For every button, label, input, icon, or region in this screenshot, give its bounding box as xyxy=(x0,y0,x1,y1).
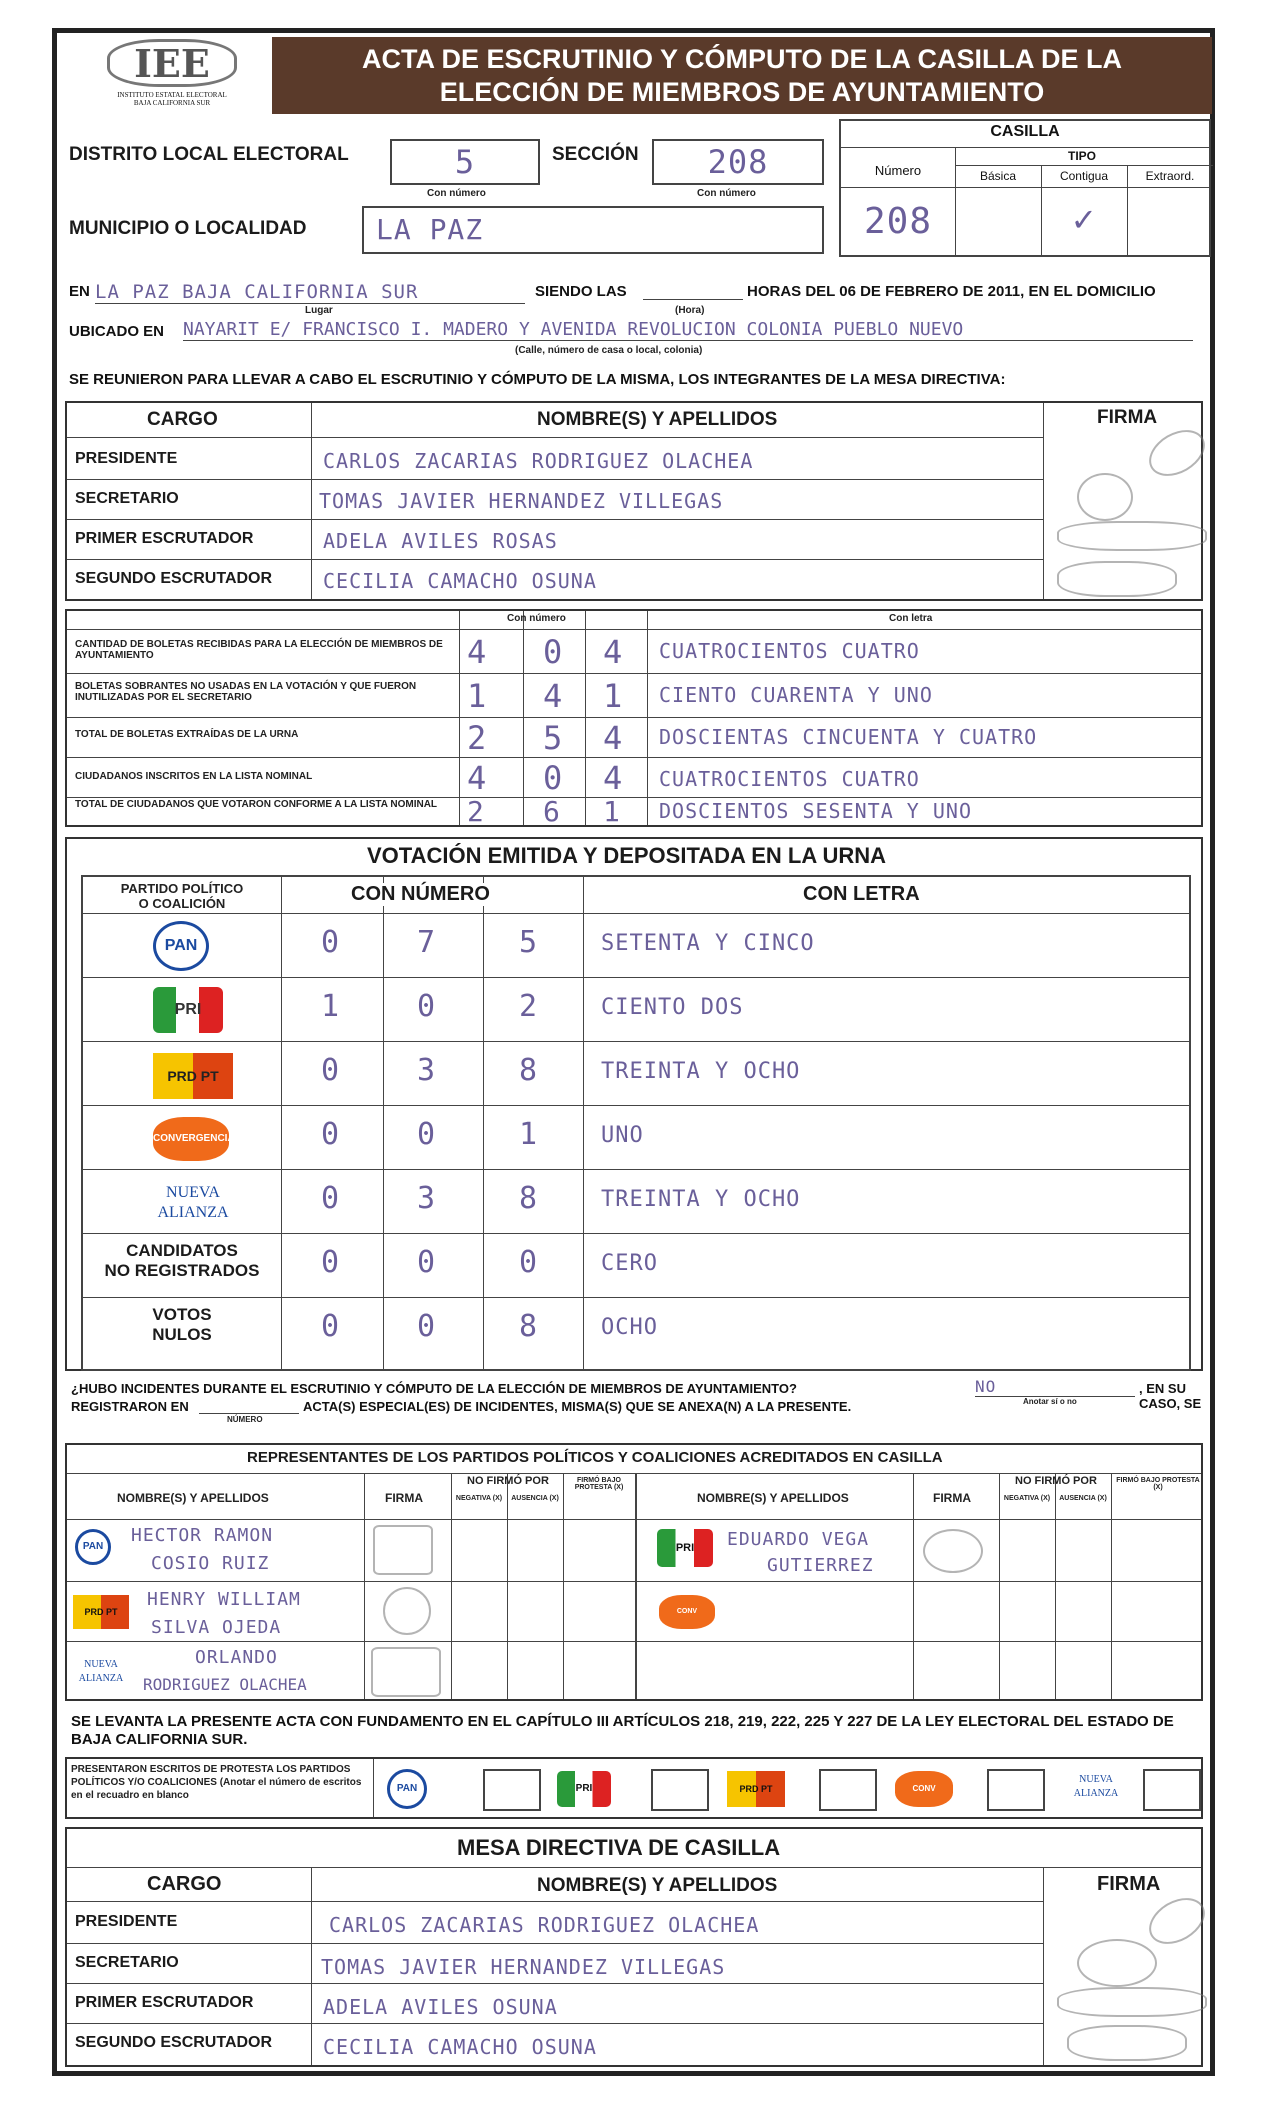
digit-units[interactable]: 4 xyxy=(603,633,624,671)
casilla-box xyxy=(839,119,1211,257)
firma-header-2: FIRMA xyxy=(1097,1873,1161,1895)
hora-sub: (Hora) xyxy=(675,305,705,316)
cargo-secretario: SECRETARIO xyxy=(75,490,179,507)
cargo-segundo-escrutador-2: SEGUNDO ESCRUTADOR xyxy=(75,2034,273,2051)
nombre-primer-escrutador-2[interactable]: ADELA AVILES OSUNA xyxy=(323,1995,558,2019)
con-letra-header: Con letra xyxy=(889,613,933,624)
boletas-row-2 xyxy=(67,717,1201,757)
rep-pri-icon: PRI xyxy=(657,1529,713,1567)
section-sub: Con número xyxy=(697,188,756,199)
votacion-letra[interactable]: OCHO xyxy=(601,1315,658,1340)
digit-tens[interactable]: 4 xyxy=(543,677,564,715)
votacion-table xyxy=(81,875,1191,1371)
nombre-presidente[interactable]: CARLOS ZACARIAS RODRIGUEZ OLACHEA xyxy=(323,449,754,473)
votacion-digit[interactable]: 0 xyxy=(417,1309,437,1344)
rep-left-3-name2[interactable]: RODRIGUEZ OLACHEA xyxy=(143,1675,307,1694)
votacion-row xyxy=(83,913,1189,977)
votacion-digit[interactable]: 1 xyxy=(321,989,341,1024)
boletas-table xyxy=(65,609,1203,827)
mesa-directiva-table-2 xyxy=(65,1827,1203,2067)
rep-left-3-name1[interactable]: ORLANDO xyxy=(195,1647,278,1668)
signature-secretario xyxy=(1077,473,1133,521)
rep-left-1-signature xyxy=(373,1525,433,1575)
representantes-section xyxy=(65,1443,1203,1701)
incidentes-line2: REGISTRARON EN xyxy=(71,1399,189,1414)
letra-value[interactable]: DOSCIENTOS SESENTA Y UNO xyxy=(659,799,972,823)
district-field[interactable] xyxy=(390,139,540,185)
letra-value[interactable]: CUATROCIENTOS CUATRO xyxy=(659,639,920,663)
votacion-digit[interactable]: 2 xyxy=(519,989,539,1024)
rep-right-1-name2[interactable]: GUTIERREZ xyxy=(767,1555,874,1576)
protesta-convergencia-box[interactable] xyxy=(987,1769,1045,1811)
incidentes-tail: , EN SU CASO, SE xyxy=(1139,1381,1202,1411)
digit-tens[interactable]: 5 xyxy=(543,719,564,757)
protesta-section xyxy=(65,1757,1203,1819)
casilla-numero: 208 xyxy=(863,201,933,242)
firma-header-right: FIRMA xyxy=(933,1491,971,1505)
rep-nueva-alianza-icon: NUEVA ALIANZA xyxy=(78,1659,124,1684)
votacion-digit[interactable]: 7 xyxy=(417,925,437,960)
nombre-secretario-2[interactable]: TOMAS JAVIER HERNANDEZ VILLEGAS xyxy=(321,1955,726,1979)
digit-units[interactable]: 1 xyxy=(603,795,621,828)
ausencia-left: AUSENCIA (X) xyxy=(511,1495,559,1502)
rep-left-2-signature xyxy=(383,1587,431,1635)
letra-value[interactable]: CUATROCIENTOS CUATRO xyxy=(659,767,920,791)
cargo-secretario-2: SECRETARIO xyxy=(75,1954,179,1971)
nombre-header-right: NOMBRE(S) Y APELLIDOS xyxy=(697,1491,849,1505)
signature-secretario-2 xyxy=(1077,1939,1157,1987)
district-value: 5 xyxy=(454,143,476,181)
row-label: BOLETAS SOBRANTES NO USADAS EN LA VOTACIÓN Y QUE FUERON INUTILIZADAS POR EL SECRETARIO xyxy=(75,681,417,703)
votacion-digit[interactable]: 0 xyxy=(321,1309,341,1344)
section-value: 208 xyxy=(707,143,769,181)
protesta-pri-icon: PRI xyxy=(557,1771,611,1807)
contigua-label: Contigua xyxy=(1059,169,1109,183)
district-sub: Con número xyxy=(427,188,486,199)
negativa-left: NEGATIVA (X) xyxy=(455,1495,503,1502)
votacion-letra[interactable]: CERO xyxy=(601,1251,658,1276)
signature-primer-escrutador xyxy=(1057,521,1207,551)
votacion-digit[interactable]: 0 xyxy=(417,1117,437,1152)
signature-segundo-escrutador-2 xyxy=(1067,2025,1187,2061)
incidentes-question: ¿HUBO INCIDENTES DURANTE EL ESCRUTINIO Y CÓMPUTO DE LA ELECCIÓN DE MIEMBROS DE AYUNTAMIENTO? xyxy=(71,1381,797,1396)
acta-form xyxy=(52,28,1215,2076)
convergencia-logo-icon: CONVERGENCIA xyxy=(153,1117,229,1161)
en-label: EN xyxy=(69,283,90,300)
municipality-value: LA PAZ xyxy=(376,213,484,246)
votacion-letra[interactable]: UNO xyxy=(601,1123,644,1148)
district-label: DISTRITO LOCAL ELECTORAL xyxy=(69,144,349,165)
numero-sub: NÚMERO xyxy=(227,1415,263,1424)
nombre-primer-escrutador[interactable]: ADELA AVILES ROSAS xyxy=(323,529,558,553)
cargo-presidente-2: PRESIDENTE xyxy=(75,1913,178,1930)
con-numero-header: Con número xyxy=(507,613,566,624)
incidentes-answer[interactable]: NO xyxy=(975,1377,1135,1397)
digit-units[interactable]: 4 xyxy=(603,719,624,757)
row-label: CANTIDAD DE BOLETAS RECIBIDAS PARA LA ELECCIÓN DE MIEMBROS DE AYUNTAMIENTO xyxy=(75,639,443,661)
title-banner xyxy=(272,37,1212,114)
con-letra-header: CON LETRA xyxy=(803,883,920,905)
nombre-header: NOMBRE(S) Y APELLIDOS xyxy=(537,409,778,430)
signature-presidente-2 xyxy=(1141,1889,1213,1954)
protesta-prd-pt-box[interactable] xyxy=(819,1769,877,1811)
protesta-pan-box[interactable] xyxy=(483,1769,541,1811)
protesta-pan-icon: PAN xyxy=(387,1769,427,1809)
representantes-title: REPRESENTANTES DE LOS PARTIDOS POLÍTICOS Y COALICIONES ACREDITADOS EN CASILLA xyxy=(247,1449,943,1466)
address-value: NAYARIT E/ FRANCISCO I. MADERO Y AVENIDA REVOLUCION COLONIA PUEBLO NUEVO xyxy=(183,319,1193,341)
pri-logo-icon: PRI xyxy=(153,987,223,1033)
rep-pan-icon: PAN xyxy=(75,1529,111,1565)
digit-tens[interactable]: 0 xyxy=(543,633,564,671)
boletas-row-1 xyxy=(67,673,1201,717)
cargo-presidente: PRESIDENTE xyxy=(75,450,178,467)
boletas-row-3 xyxy=(67,757,1201,797)
votacion-letra[interactable]: CIENTO DOS xyxy=(601,995,744,1020)
boletas-row-4 xyxy=(67,797,1201,827)
hora-field[interactable] xyxy=(643,299,743,300)
numero-label: Número xyxy=(874,163,922,178)
votacion-letra[interactable]: TREINTA Y OCHO xyxy=(601,1059,801,1084)
votacion-digit[interactable]: 0 xyxy=(321,1181,341,1216)
votacion-row xyxy=(83,1105,1189,1169)
ausencia-right: AUSENCIA (X) xyxy=(1059,1495,1107,1502)
votacion-title: VOTACIÓN EMITIDA Y DEPOSITADA EN LA URNA xyxy=(367,843,887,868)
municipality-label: MUNICIPIO O LOCALIDAD xyxy=(69,218,307,239)
votacion-digit[interactable]: 3 xyxy=(417,1181,437,1216)
cargo-primer-escrutador: PRIMER ESCRUTADOR xyxy=(75,530,254,547)
incidentes-section xyxy=(65,1379,1205,1435)
casilla-title: CASILLA xyxy=(990,123,1060,140)
votacion-digit[interactable]: 1 xyxy=(519,1117,539,1152)
nombre-segundo-escrutador[interactable]: CECILIA CAMACHO OSUNA xyxy=(323,569,597,593)
incidentes-numero-field[interactable] xyxy=(199,1413,299,1414)
digit-units[interactable]: 4 xyxy=(603,759,624,797)
digit-hundreds[interactable]: 4 xyxy=(467,633,488,671)
signature-presidente xyxy=(1141,421,1213,486)
incidentes-line2b: ACTA(S) ESPECIAL(ES) DE INCIDENTES, MISMA(S) QUE SE ANEXA(N) A LA PRESENTE. xyxy=(303,1399,852,1414)
title-line-2: ELECCIÓN DE MIEMBROS DE AYUNTAMIENTO xyxy=(439,77,1045,107)
pan-logo-icon: PAN xyxy=(153,921,209,971)
cargo-primer-escrutador-2: PRIMER ESCRUTADOR xyxy=(75,1994,254,2011)
nombre-header-2: NOMBRE(S) Y APELLIDOS xyxy=(537,1875,778,1896)
votacion-digit[interactable]: 0 xyxy=(321,925,341,960)
nombre-presidente-2[interactable]: CARLOS ZACARIAS RODRIGUEZ OLACHEA xyxy=(329,1913,760,1937)
votacion-digit[interactable]: 0 xyxy=(321,1053,341,1088)
rep-left-1-name2[interactable]: COSIO RUIZ xyxy=(151,1553,270,1574)
contigua-check-icon[interactable]: ✓ xyxy=(1072,199,1096,240)
rep-prd-pt-icon: PRD PT xyxy=(73,1595,129,1629)
votacion-section xyxy=(65,837,1203,1371)
digit-units[interactable]: 1 xyxy=(603,677,624,715)
digit-tens[interactable]: 0 xyxy=(543,759,564,797)
nombre-header-left: NOMBRE(S) Y APELLIDOS xyxy=(117,1491,269,1505)
nueva-alianza-logo-icon: NUEVA ALIANZA xyxy=(157,1184,229,1221)
votacion-digit[interactable]: 5 xyxy=(519,925,539,960)
iee-logo xyxy=(107,39,237,119)
votos-nulos-label: VOTOS NULOS xyxy=(152,1305,212,1344)
rep-left-1-name1[interactable]: HECTOR RAMON xyxy=(131,1525,274,1546)
org-name: INSTITUTO ESTATAL ELECTORAL BAJA CALIFORNIA SUR xyxy=(117,91,227,107)
votacion-digit[interactable]: 0 xyxy=(519,1245,539,1280)
signature-primer-escrutador-2 xyxy=(1057,1987,1207,2017)
votacion-digit[interactable]: 8 xyxy=(519,1181,539,1216)
rep-right-1-name1[interactable]: EDUARDO VEGA xyxy=(727,1529,870,1550)
protesta-pri-box[interactable] xyxy=(651,1769,709,1811)
digit-hundreds[interactable]: 4 xyxy=(467,759,488,797)
row-label: CIUDADANOS INSCRITOS EN LA LISTA NOMINAL xyxy=(75,771,313,782)
place-value: LA PAZ BAJA CALIFORNIA SUR xyxy=(95,281,525,304)
no-registrados-label: CANDIDATOS NO REGISTRADOS xyxy=(104,1241,260,1280)
reunion-text: SE REUNIERON PARA LLEVAR A CABO EL ESCRUTINIO Y CÓMPUTO DE LA MISMA, LOS INTEGRANTES DE LA MESA DIRECTIVA: xyxy=(69,371,1006,388)
protesta-left: FIRMÓ BAJO PROTESTA (X) xyxy=(574,1477,624,1491)
row-label: TOTAL DE CIUDADANOS QUE VOTARON CONFORME A LA LISTA NOMINAL xyxy=(75,799,438,810)
nombre-secretario[interactable]: TOMAS JAVIER HERNANDEZ VILLEGAS xyxy=(319,489,724,513)
siendo-label: SIENDO LAS xyxy=(535,283,627,300)
digit-hundreds[interactable]: 2 xyxy=(467,719,488,757)
logo-text: IEE xyxy=(107,39,237,87)
lugar-sub: Lugar xyxy=(305,305,333,316)
votacion-row xyxy=(83,1169,1189,1233)
ubicado-label: UBICADO EN xyxy=(69,323,165,340)
protesta-right: FIRMÓ BAJO PROTESTA (X) xyxy=(1116,1477,1200,1491)
cargo-header-2: CARGO xyxy=(147,1873,222,1895)
location-section xyxy=(65,265,1205,393)
address-sub: (Calle, número de casa o local, colonia) xyxy=(515,345,703,356)
negativa-right: NEGATIVA (X) xyxy=(1003,1495,1051,1502)
partido-header: PARTIDO POLÍTICO O COALICIÓN xyxy=(120,881,244,911)
digit-hundreds[interactable]: 1 xyxy=(467,677,488,715)
letra-value[interactable]: CIENTO CUARENTA Y UNO xyxy=(659,683,933,707)
rep-left-3-signature xyxy=(371,1647,441,1697)
rep-left-2-name2[interactable]: SILVA OJEDA xyxy=(151,1617,282,1638)
mesa-directiva-table-1 xyxy=(65,401,1203,601)
no-firmo-left: NO FIRMÓ POR xyxy=(467,1475,549,1487)
signature-segundo-escrutador xyxy=(1057,561,1177,597)
firma-header: FIRMA xyxy=(1097,407,1158,428)
boletas-row-0 xyxy=(67,629,1201,673)
municipality-field[interactable] xyxy=(362,206,824,254)
votacion-digit[interactable]: 0 xyxy=(417,989,437,1024)
votacion-digit[interactable]: 0 xyxy=(417,1245,437,1280)
nombre-segundo-escrutador-2[interactable]: CECILIA CAMACHO OSUNA xyxy=(323,2035,597,2059)
section-field[interactable] xyxy=(652,139,824,185)
votacion-digit[interactable]: 0 xyxy=(321,1245,341,1280)
votacion-digit[interactable]: 0 xyxy=(321,1117,341,1152)
title-line-1: ACTA DE ESCRUTINIO Y CÓMPUTO DE LA CASILLA DE LA xyxy=(361,44,1123,74)
extraord-label: Extraord. xyxy=(1145,169,1195,183)
protesta-prd-pt-icon: PRD PT xyxy=(727,1771,785,1807)
anotar-sub: Anotar sí o no xyxy=(1023,1397,1077,1406)
rep-right-1-signature xyxy=(923,1529,983,1573)
prd-pt-logo-icon: PRD PT xyxy=(153,1053,233,1099)
section-label: SECCIÓN xyxy=(552,144,639,165)
protesta-nueva-alianza-box[interactable] xyxy=(1143,1769,1201,1811)
protesta-convergencia-icon: CONV xyxy=(895,1771,953,1807)
tipo-label: TIPO xyxy=(1067,149,1096,163)
basica-label: Básica xyxy=(979,169,1017,183)
votacion-row xyxy=(83,977,1189,1041)
votacion-letra[interactable]: SETENTA Y CINCO xyxy=(601,931,815,956)
votacion-row xyxy=(83,1297,1189,1361)
letra-value[interactable]: DOSCIENTAS CINCUENTA Y CUATRO xyxy=(659,725,1038,749)
row-label: TOTAL DE BOLETAS EXTRAÍDAS DE LA URNA xyxy=(75,729,299,740)
votacion-digit[interactable]: 8 xyxy=(519,1053,539,1088)
votacion-row xyxy=(83,1041,1189,1105)
mesa2-title: MESA DIRECTIVA DE CASILLA xyxy=(457,1835,781,1860)
cargo-header: CARGO xyxy=(147,409,218,430)
rep-left-2-name1[interactable]: HENRY WILLIAM xyxy=(147,1589,301,1610)
con-numero-header: CON NÚMERO xyxy=(343,883,498,906)
votacion-letra[interactable]: TREINTA Y OCHO xyxy=(601,1187,801,1212)
fecha-text: HORAS DEL 06 DE FEBRERO DE 2011, EN EL DOMICILIO xyxy=(747,283,1156,300)
votacion-row xyxy=(83,1233,1189,1297)
digit-tens[interactable]: 6 xyxy=(543,795,561,828)
votacion-digit[interactable]: 3 xyxy=(417,1053,437,1088)
protesta-nueva-alianza-icon: NUEVA ALIANZA xyxy=(1073,1774,1119,1799)
firma-header-left: FIRMA xyxy=(385,1491,423,1505)
rep-convergencia-icon: CONV xyxy=(659,1595,715,1629)
no-firmo-right: NO FIRMÓ POR xyxy=(1015,1475,1097,1487)
protesta-label: PRESENTARON ESCRITOS DE PROTESTA LOS PARTIDOS POLÍTICOS Y/O COALICIONES (Anotar el número de escritos en el recuadro en blanco xyxy=(71,1764,362,1801)
votacion-digit[interactable]: 8 xyxy=(519,1309,539,1344)
fundamento-text: SE LEVANTA LA PRESENTE ACTA CON FUNDAMENTO EN EL CAPÍTULO III ARTÍCULOS 218, 219, 222, 225 Y 227 DE LA LEY ELECTORAL DEL ESTADO DE BAJA CALIFORNIA SUR. xyxy=(71,1713,1174,1748)
digit-hundreds[interactable]: 2 xyxy=(467,795,485,828)
cargo-segundo-escrutador: SEGUNDO ESCRUTADOR xyxy=(75,570,273,587)
